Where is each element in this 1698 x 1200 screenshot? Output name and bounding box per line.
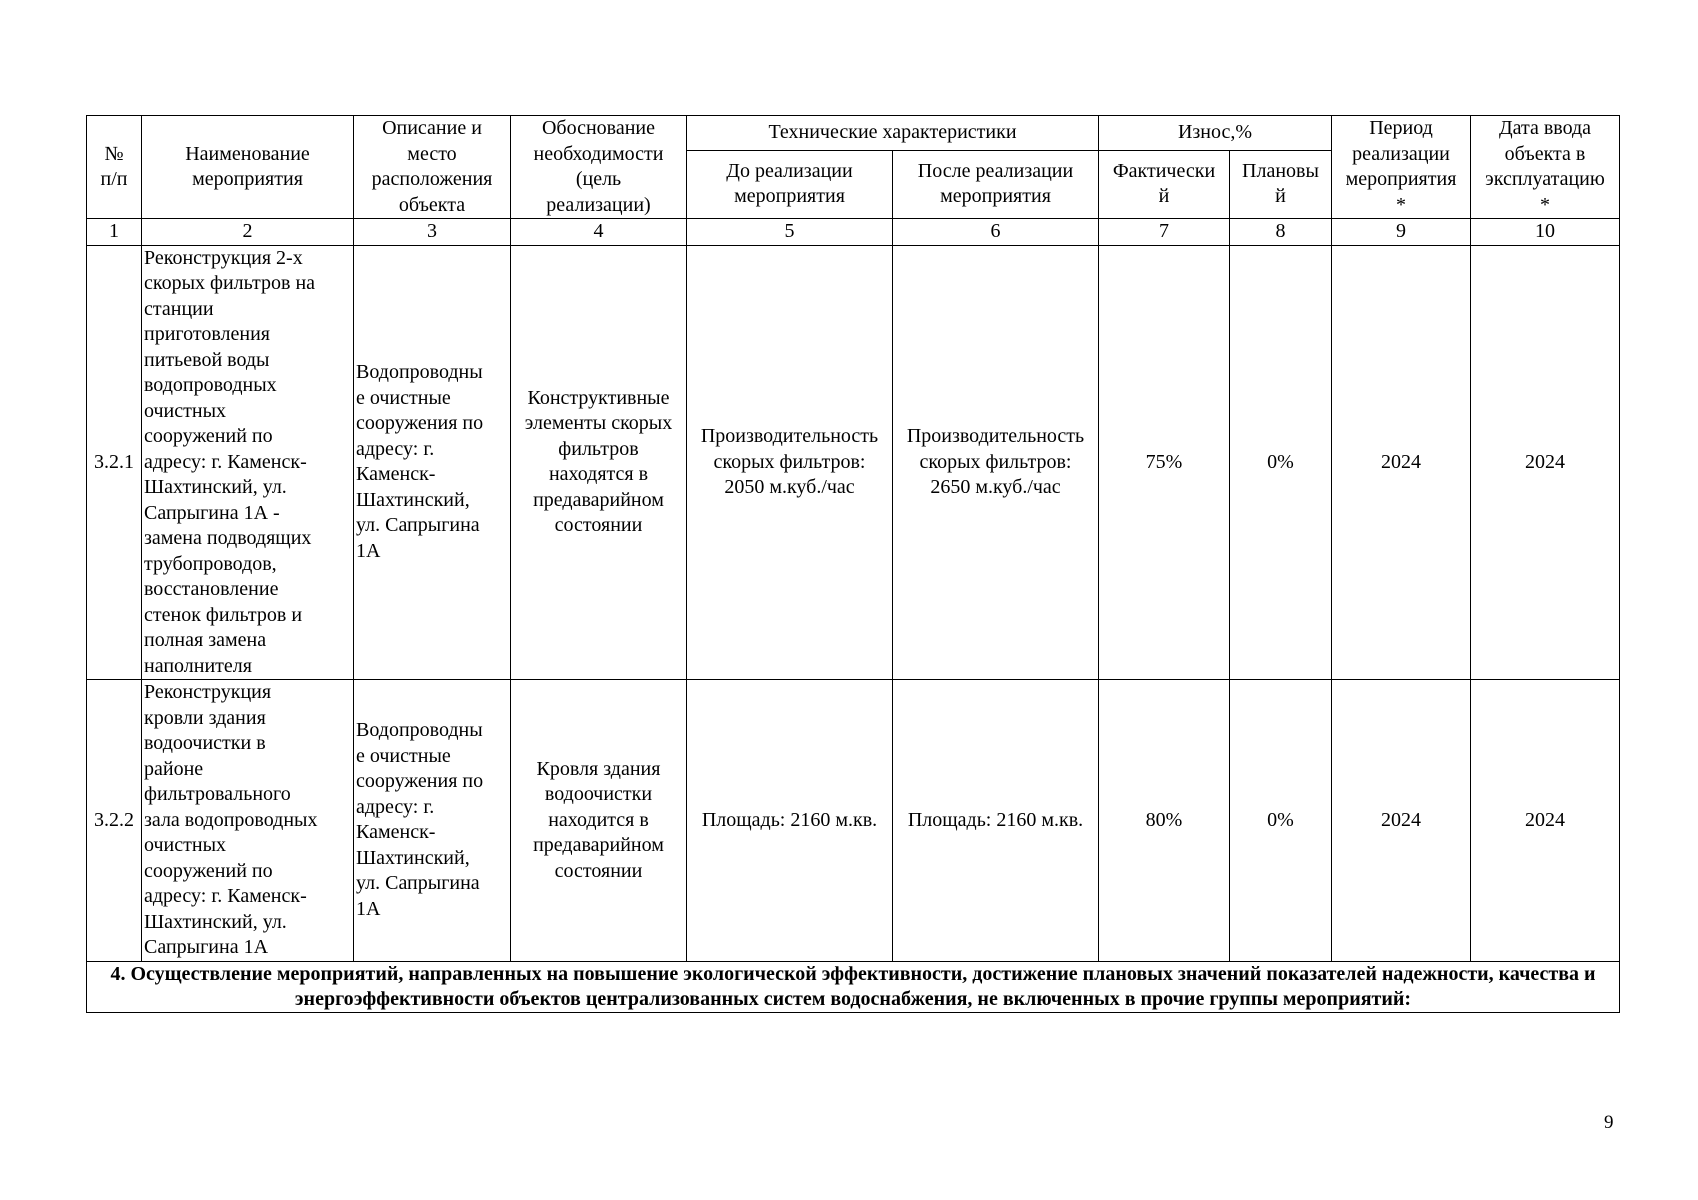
- row-period: 2024: [1332, 245, 1471, 680]
- header-justification: Обоснование необходимости (цель реализации): [511, 116, 687, 219]
- header-wear-actual: Фактически й: [1099, 150, 1230, 218]
- col-number: 1: [87, 219, 142, 246]
- row-before: Площадь: 2160 м.кв.: [687, 680, 893, 962]
- row-after: Производительность скорых фильтров: 2650 м.куб./час: [893, 245, 1099, 680]
- section-heading: 4. Осуществление мероприятий, направленных на повышение экологической эффективности, достижение плановых значений показателей надежности, качества и энергоэффективности объектов централизованных систем водоснабжения, не включенных в прочие группы мероприятий:: [87, 961, 1620, 1012]
- col-number: 3: [354, 219, 511, 246]
- row-wear-plan: 0%: [1230, 245, 1332, 680]
- header-date: Дата ввода объекта в эксплуатацию *: [1471, 116, 1620, 219]
- header-wear-plan: Плановы й: [1230, 150, 1332, 218]
- col-number: 9: [1332, 219, 1471, 246]
- header-name: Наименование мероприятия: [142, 116, 354, 219]
- header-description: Описание и место расположения объекта: [354, 116, 511, 219]
- header-tech-after: После реализации мероприятия: [893, 150, 1099, 218]
- col-number: 10: [1471, 219, 1620, 246]
- row-date: 2024: [1471, 245, 1620, 680]
- row-num: 3.2.1: [87, 245, 142, 680]
- row-wear-actual: 75%: [1099, 245, 1230, 680]
- section-row: [87, 961, 1620, 1012]
- col-number: 8: [1230, 219, 1332, 246]
- row-period: 2024: [1332, 680, 1471, 962]
- row-name: Реконструкция кровли здания водоочистки в районе фильтровального зала водопроводных очистных сооружений по адресу: г. Каменск- Шахтинский, ул. Сапрыгина 1А: [142, 680, 354, 962]
- table-row: [87, 245, 1620, 680]
- table-row: [87, 680, 1620, 962]
- row-num: 3.2.2: [87, 680, 142, 962]
- row-name: Реконструкция 2-х скорых фильтров на станции приготовления питьевой воды водопроводных очистных сооружений по адресу: г. Каменск- Шахтинский, ул. Сапрыгина 1А - замена подводящих трубопроводов, восстановление стенок фильтров и полная замена наполнителя: [142, 245, 354, 680]
- header-num: № п/п: [87, 116, 142, 219]
- col-number: 5: [687, 219, 893, 246]
- row-justification: Конструктивные элементы скорых фильтров находятся в предаварийном состоянии: [511, 245, 687, 680]
- page-number: 9: [1604, 1112, 1614, 1133]
- row-wear-plan: 0%: [1230, 680, 1332, 962]
- header-tech: Технические характеристики: [687, 116, 1099, 151]
- col-number: 4: [511, 219, 687, 246]
- row-justification: Кровля здания водоочистки находится в предаварийном состоянии: [511, 680, 687, 962]
- row-wear-actual: 80%: [1099, 680, 1230, 962]
- row-description: Водопроводны е очистные сооружения по адресу: г. Каменск- Шахтинский, ул. Сапрыгина 1А: [354, 245, 511, 680]
- column-numbers-row: [87, 219, 1620, 246]
- header-tech-before: До реализации мероприятия: [687, 150, 893, 218]
- header-row-1: [87, 116, 1620, 151]
- measures-table: [86, 115, 1620, 1013]
- row-after: Площадь: 2160 м.кв.: [893, 680, 1099, 962]
- header-period: Период реализации мероприятия *: [1332, 116, 1471, 219]
- row-date: 2024: [1471, 680, 1620, 962]
- col-number: 2: [142, 219, 354, 246]
- col-number: 7: [1099, 219, 1230, 246]
- header-wear: Износ,%: [1099, 116, 1332, 151]
- row-before: Производительность скорых фильтров: 2050 м.куб./час: [687, 245, 893, 680]
- row-description: Водопроводны е очистные сооружения по адресу: г. Каменск- Шахтинский, ул. Сапрыгина 1А: [354, 680, 511, 962]
- col-number: 6: [893, 219, 1099, 246]
